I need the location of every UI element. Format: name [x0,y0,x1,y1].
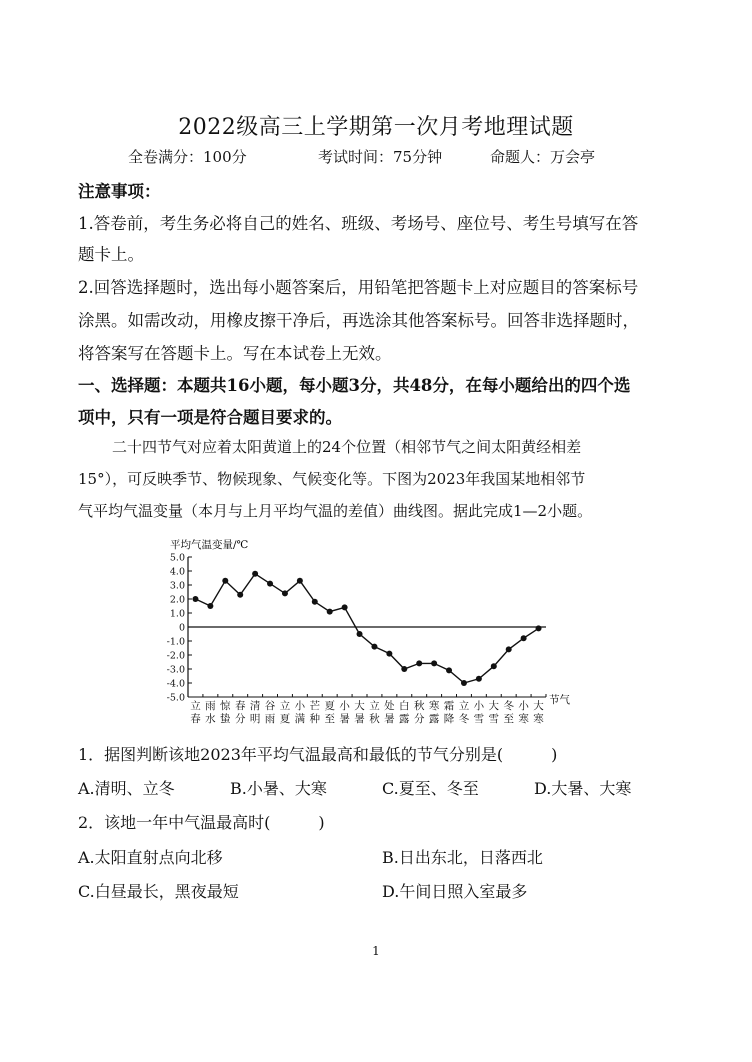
x-tick-label: 分 [413,713,425,725]
x-tick-label: 种 [309,713,321,725]
notice-line: 题卡上。 [78,245,144,264]
x-tick-label: 暑 [354,713,365,725]
y-tick-label: 4.0 [169,566,185,578]
data-point [536,625,542,631]
y-tick-label: 1.0 [169,608,185,620]
notice-line: 2.回答选择题时，选出每小题答案后，用铅笔把答题卡上对应题目的答案标号 [78,278,639,297]
x-tick-label: 春 [190,713,201,725]
temperature-change-chart [160,536,580,732]
y-tick-label: 5.0 [169,552,185,564]
data-point [327,609,333,615]
question-1-stem: 1．据图判断该地2023年平均气温最高和最低的节气分别是( ) [78,745,558,764]
y-tick-label: -4.0 [166,678,185,690]
x-tick-label: 降 [443,713,455,725]
x-tick-label: 大 [354,700,365,712]
x-tick-label: 寒 [533,713,544,725]
x-tick-label: 立 [279,700,291,712]
x-axis-label: 节气 [549,694,570,706]
x-tick-label: 夏 [324,700,335,712]
x-tick-label: 霜 [443,700,455,712]
x-tick-label: 秋 [413,700,425,712]
notice-heading: 注意事项： [78,182,161,201]
x-tick-label: 芒 [309,700,321,712]
data-point [357,631,363,637]
data-point [506,646,512,652]
data-point [446,667,452,673]
y-tick-label: -2.0 [166,650,185,662]
page-number: 1 [372,944,380,958]
x-tick-label: 大 [533,700,544,712]
x-tick-label: 夏 [279,713,291,725]
notice-line: 1.答卷前，考生务必将自己的姓名、班级、考场号、座位号、考生号填写在答 [78,214,639,233]
data-point [521,635,527,641]
x-tick-label: 至 [503,713,514,725]
x-tick-label: 蛰 [220,713,231,725]
data-point [401,666,407,672]
question-2-option-a[interactable]: A.太阳直射点向北移 [78,848,223,867]
data-point [192,596,198,602]
data-point [237,592,243,598]
x-tick-label: 秋 [369,713,380,725]
data-point [416,660,422,666]
question-2-option-b[interactable]: B.日出东北，日落西北 [382,848,543,867]
x-tick-label: 小 [294,700,306,712]
section-heading: 一、选择题：本题共16小题，每小题3分，共48分，在每小题给出的四个选 [78,376,631,395]
data-point [491,663,497,669]
x-tick-label: 立 [458,700,470,712]
y-axis-label: 平均气温变量/℃ [170,539,249,551]
x-tick-label: 小 [473,700,485,712]
y-tick-label: 3.0 [169,580,185,592]
notice-line: 将答案写在答题卡上。写在本试卷上无效。 [78,344,392,363]
data-point [282,590,288,596]
y-tick-label: 2.0 [169,594,185,606]
x-tick-label: 水 [205,713,216,725]
data-point [461,680,467,686]
passage-line: 15°），可反映季节、物候现象、气候变化等。下图为2023年我国某地相邻节 [78,470,586,488]
x-tick-label: 白 [399,700,410,712]
x-tick-label: 露 [428,713,440,725]
data-point [342,604,348,610]
data-point [386,651,392,657]
exam-time: 考试时间：75分钟 [318,148,443,166]
exam-title: 2022级高三上学期第一次月考地理试题 [178,115,574,140]
author: 命题人：万会亭 [490,148,596,166]
x-tick-label: 惊 [220,700,231,712]
x-tick-label: 小 [339,700,350,712]
x-tick-label: 冬 [458,713,470,725]
question-1-option-a[interactable]: A.清明、立冬 [78,779,175,798]
x-tick-label: 寒 [518,713,529,725]
y-tick-label: 0 [178,622,185,634]
x-tick-label: 雪 [488,713,500,725]
y-tick-label: -3.0 [166,664,185,676]
data-point [207,603,213,609]
section-heading: 项中，只有一项是符合题目要求的。 [78,408,342,427]
x-tick-label: 寒 [428,700,440,712]
series-line [196,574,539,683]
x-tick-label: 清 [249,700,261,712]
x-tick-label: 春 [234,700,246,712]
x-tick-label: 谷 [264,700,276,712]
x-tick-label: 立 [369,700,380,712]
y-tick-label: -1.0 [166,636,185,648]
full-score: 全卷满分：100分 [128,148,247,166]
passage-line: 气平均气温变量（本月与上月平均气温的差值）曲线图。据此完成1—2小题。 [78,502,593,520]
data-point [371,644,377,650]
question-2-option-c[interactable]: C.白昼最长，黑夜最短 [78,882,239,901]
x-tick-label: 雪 [473,713,485,725]
data-point [252,571,258,577]
passage-line: 二十四节气对应着太阳黄道上的24个位置（相邻节气之间太阳黄经相差 [112,438,582,456]
x-tick-label: 暑 [384,713,395,725]
question-1-option-d[interactable]: D.大暑、大寒 [534,779,632,798]
x-tick-label: 立 [190,700,201,712]
x-tick-label: 雨 [205,700,216,712]
question-1-option-b[interactable]: B.小暑、大寒 [230,779,327,798]
question-2-stem: 2．该地一年中气温最高时( ) [78,813,325,832]
question-1-option-c[interactable]: C.夏至、冬至 [382,779,479,798]
x-tick-label: 明 [249,713,261,725]
x-tick-label: 露 [399,713,410,725]
x-tick-label: 雨 [264,713,276,725]
data-point [267,581,273,587]
data-point [431,660,437,666]
data-point [297,578,303,584]
data-point [312,599,318,605]
x-tick-label: 大 [488,700,500,712]
y-tick-label: -5.0 [166,692,185,704]
data-point [476,676,482,682]
question-2-option-d[interactable]: D.午间日照入室最多 [382,882,528,901]
x-tick-label: 小 [518,700,529,712]
notice-line: 涂黑。如需改动，用橡皮擦干净后，再选涂其他答案标号。回答非选择题时， [78,311,639,330]
x-tick-label: 分 [234,713,246,725]
x-tick-label: 满 [294,713,306,725]
data-point [222,578,228,584]
x-tick-label: 至 [324,713,335,725]
x-tick-label: 暑 [339,713,350,725]
x-tick-label: 冬 [503,700,514,712]
x-tick-label: 处 [384,700,395,712]
